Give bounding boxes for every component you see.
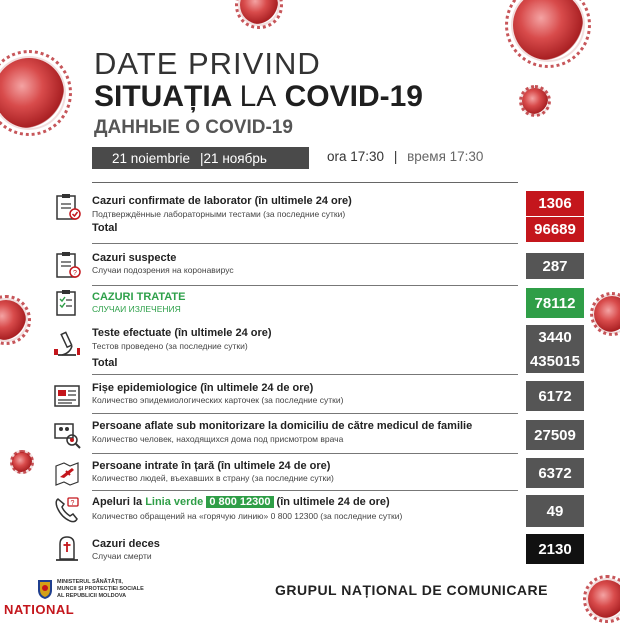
clipboard-check-green-icon	[52, 288, 82, 318]
virus-decoration-top-left	[0, 58, 64, 128]
entered-value: 6372	[526, 458, 584, 488]
green-line-link: Linia verde	[145, 496, 204, 508]
stat-row-entered-country	[0, 455, 620, 491]
airplane-map-icon	[52, 458, 82, 488]
monitor-value: 27509	[526, 420, 584, 450]
title-line2	[94, 80, 423, 114]
stat-row-treated	[0, 285, 620, 321]
tombstone-icon	[52, 533, 82, 563]
title-la: LA	[239, 80, 277, 113]
treated-value: 78112	[526, 288, 584, 318]
deaths-subtitle: Случаи смерти	[92, 551, 152, 561]
stat-row-epidemiological	[0, 378, 620, 414]
deaths-value: 2130	[526, 534, 584, 564]
monitor-title: Persoane aflate sub monitorizare la domiciliu de către medicul de familie	[92, 420, 473, 432]
calls-subtitle: Количество обращений на «горячую линию» 0 800 12300 (за последние сутки)	[92, 511, 403, 521]
ministry-line1: MINISTERUL SĂNĂTĂȚII,	[57, 579, 123, 585]
entered-subtitle: Количество людей, въехавших в страну (за последние сутки)	[92, 473, 334, 483]
virus-decoration-top-right	[513, 0, 583, 60]
national-watermark: NATIONAL	[4, 602, 75, 617]
ministry-line3: AL REPUBLICII MOLDOVA	[57, 592, 127, 599]
title-situatia: SITUAȚIA	[94, 80, 232, 113]
footer-group-title: GRUPUL NAȚIONAL DE COMUNICARE	[275, 582, 548, 598]
tests-value: 3440	[526, 325, 584, 349]
suspect-title: Cazuri suspecte	[92, 252, 177, 264]
virus-decoration-top-center	[240, 0, 278, 24]
calls-title	[92, 496, 390, 508]
time-info	[327, 149, 483, 164]
svg-text:?: ?	[70, 500, 75, 507]
virus-decoration-bottom-right	[588, 580, 620, 618]
confirmed-total-label: Total	[92, 222, 118, 234]
document-chart-icon	[52, 381, 82, 411]
time-ru: время 17:30	[407, 149, 484, 164]
stat-row-tests	[0, 323, 620, 375]
date-ru: |21 ноябрь	[200, 150, 267, 166]
row-divider	[92, 374, 518, 375]
ministry-name	[57, 579, 144, 600]
clipboard-question-icon	[52, 250, 82, 280]
epi-subtitle: Количество эпидемиологических карточек (за последние сутки)	[92, 395, 344, 405]
title-line1: DATE PRIVIND	[94, 46, 321, 81]
stat-row-confirmed	[0, 188, 620, 244]
time-ro: ora 17:30	[327, 149, 385, 164]
confirmed-title: Cazuri confirmate de laborator (în ultimele 24 ore)	[92, 195, 352, 207]
entered-title: Persoane intrate în țară (în ultimele 24 de ore)	[92, 460, 331, 472]
deaths-title: Cazuri deces	[92, 538, 160, 550]
ministry-line2: MUNCII ȘI PROTECȚIEI SOCIALE	[57, 585, 144, 592]
title-covid: COVID-19	[284, 80, 423, 113]
row-divider	[92, 490, 518, 491]
tests-title: Teste efectuate (în ultimele 24 ore)	[92, 327, 272, 339]
suspect-value: 287	[526, 253, 584, 279]
time-separator: |	[393, 149, 398, 164]
tests-total-label: Total	[92, 357, 118, 369]
stat-row-deaths	[0, 531, 620, 569]
treated-title: CAZURI TRATATE	[92, 291, 186, 303]
tests-total-value: 435015	[526, 349, 584, 373]
calls-title-a: Apeluri la	[92, 496, 146, 508]
search-people-icon	[52, 420, 82, 450]
row-divider	[92, 413, 518, 414]
phone-icon	[52, 495, 82, 525]
row-divider	[92, 453, 518, 454]
confirmed-value: 1306	[526, 191, 584, 216]
confirmed-total-value: 96689	[526, 217, 584, 242]
epi-value: 6172	[526, 381, 584, 411]
stat-row-suspect	[0, 246, 620, 286]
calls-value: 49	[526, 495, 584, 527]
moldova-crest-icon	[36, 578, 54, 600]
title-russian: ДАННЫЕ О COVID-19	[94, 117, 293, 138]
microscope-icon	[52, 329, 82, 359]
virus-decoration-right-small	[522, 88, 548, 114]
date-ro: 21 noiembrie	[112, 150, 191, 166]
epi-title: Fișe epidemiologice (în ultimele 24 de ore)	[92, 382, 314, 394]
date-bar	[92, 147, 309, 169]
stat-row-hotline-calls	[0, 492, 620, 530]
treated-subtitle: СЛУЧАИ ИЗЛЕЧЕНИЯ	[92, 304, 181, 314]
clipboard-check-icon	[52, 192, 82, 222]
suspect-subtitle: Случаи подозрения на коронавирус	[92, 265, 234, 275]
row-divider	[92, 243, 518, 244]
tests-subtitle: Тестов проведено (за последние сутки)	[92, 341, 248, 351]
svg-text:?: ?	[73, 270, 77, 277]
hotline-number: 0 800 12300	[206, 496, 273, 508]
header-divider	[92, 182, 518, 183]
monitor-subtitle: Количество человек, находящихся дома под присмотром врача	[92, 434, 344, 444]
calls-title-b: (în ultimele 24 de ore)	[273, 496, 390, 508]
confirmed-subtitle: Подтверждённые лабораторными тестами (за последние сутки)	[92, 209, 346, 219]
stat-row-home-monitoring	[0, 416, 620, 454]
